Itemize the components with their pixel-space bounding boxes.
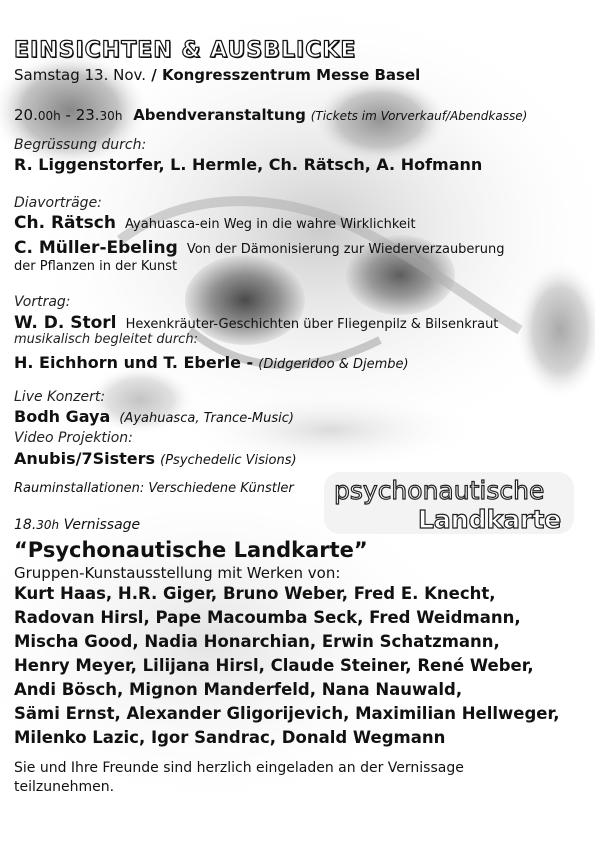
artist-list-line: Andi Bösch, Mignon Manderfeld, Nana Nauwald,	[14, 680, 463, 699]
installations-line: Rauminstallationen: Verschiedene Künstler	[14, 481, 294, 496]
talk-line	[14, 313, 498, 333]
exhibition-title: “Psychonautische Landkarte”	[14, 538, 368, 562]
video-artist: Anubis/7Sisters	[14, 449, 156, 468]
psychonautische-landkarte-logo	[318, 468, 580, 538]
evening-start: 20.00h	[14, 106, 61, 124]
welcome-label: Begrüssung durch:	[14, 137, 147, 153]
artist-list-line: Henry Meyer, Lilijana Hirsl, Claude Steiner, René Weber,	[14, 656, 534, 675]
evening-ticket-note: (Tickets im Vorverkauf/Abendkasse)	[310, 109, 528, 123]
event-venue: Kongresszentrum Messe Basel	[161, 66, 421, 84]
vernissage-label: Vernissage	[63, 517, 141, 533]
concert-label: Live Konzert:	[14, 389, 106, 405]
slide-speaker: C. Müller-Ebeling	[14, 238, 178, 258]
logo-line1: psychonautische	[334, 476, 545, 505]
artist-list-line: Milenko Lazic, Igor Sandrac, Donald Wegmann	[14, 728, 446, 747]
concert-line	[14, 407, 294, 426]
evening-title: Abendveranstaltung	[133, 106, 306, 124]
talk-topic: Hexenkräuter-Geschichten über Fliegenpilz & Bilsenkraut	[125, 317, 499, 332]
welcome-names: R. Liggenstorfer, L. Hermle, Ch. Rätsch, A. Hofmann	[14, 155, 483, 174]
slide-topic: Ayahuasca-ein Weg in die wahre Wirklichkeit	[125, 217, 416, 232]
evening-line	[14, 106, 527, 124]
slide-item	[14, 213, 416, 233]
artist-list-line: Kurt Haas, H.R. Giger, Bruno Weber, Fred E. Knecht,	[14, 584, 496, 603]
concert-style: (Ayahuasca, Trance-Music)	[119, 411, 294, 426]
vernissage-time: 18.30h	[14, 517, 60, 533]
accompanied-label: musikalisch begleitet durch:	[14, 332, 198, 347]
artist-list-line: Mischa Good, Nadia Honarchian, Erwin Schatzmann,	[14, 632, 500, 651]
artist-list-line: Sämi Ernst, Alexander Gligorijevich, Maximilian Hellweger,	[14, 704, 560, 723]
invitation-text: teilzunehmen.	[14, 779, 115, 795]
slide-topic: Von der Dämonisierung zur Wiederverzauberung	[186, 242, 505, 257]
exhibition-subtitle: Gruppen-Kunstausstellung mit Werken von:	[14, 564, 341, 582]
evening-end: 23.30h	[75, 106, 123, 124]
musicians-line	[14, 353, 409, 372]
talk-label: Vortrag:	[14, 294, 71, 310]
logo-line2: Landkarte	[418, 505, 562, 534]
event-date: Samstag 13. Nov.	[14, 66, 147, 84]
date-venue-line	[14, 66, 420, 84]
slides-label: Diavorträge:	[14, 195, 102, 211]
event-title: EINSICHTEN & AUSBLICKE	[14, 38, 357, 63]
talk-speaker: W. D. Storl	[14, 313, 117, 333]
time-dash: -	[60, 106, 76, 124]
video-style: (Psychedelic Visions)	[160, 453, 297, 468]
video-line	[14, 449, 297, 468]
slide-speaker: Ch. Rätsch	[14, 213, 116, 233]
slide-item	[14, 238, 505, 258]
vernissage-line	[14, 517, 140, 533]
artist-list-line: Radovan Hirsl, Pape Macoumba Seck, Fred Weidmann,	[14, 608, 521, 627]
slide-topic-continued: der Pflanzen in der Kunst	[14, 259, 178, 274]
video-label: Video Projektion:	[14, 430, 133, 446]
concert-band: Bodh Gaya	[14, 407, 111, 426]
instruments: (Didgeridoo & Djembe)	[258, 357, 409, 372]
invitation-text: Sie und Ihre Freunde sind herzlich eingeladen an der Vernissage	[14, 760, 464, 776]
musicians: H. Eichhorn und T. Eberle -	[14, 353, 254, 372]
date-separator: /	[146, 66, 162, 84]
